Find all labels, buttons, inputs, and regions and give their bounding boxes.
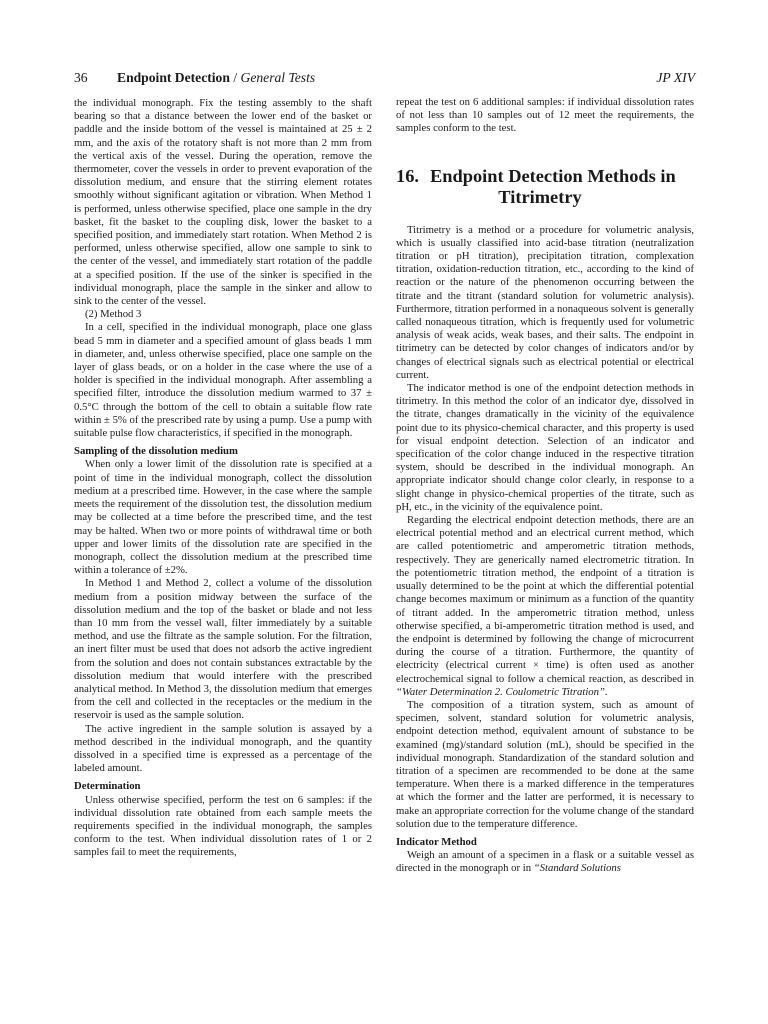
paragraph: Titrimetry is a method or a procedure for volumetric analysis, which is usually classified into acid-base titration (neutralization titration or pH titration), precipitation titration, complexation titration, oxidation-reduction titration, etc., according to the kind of reaction or the nature of the phenomenon occurring between the titrate and the titrant (standard solution for volumetric analysis). Furthermore, titration performed in a nonaqueous solvent is generally called nonaqueous titration, which is frequently used for volumetric analysis of weak acids, weak bases, and their salts. The endpoint in titrimetry can be detected by color changes of indicators and/or by changes of electrical signals such as electrical potential or electrical current. [396, 223, 694, 381]
publication-label: JP XIV [656, 70, 695, 85]
running-title-main: Endpoint Detection [117, 70, 230, 85]
left-column [74, 97, 372, 860]
section-heading: Indicator Method [396, 835, 477, 848]
paragraph: repeat the test on 6 additional samples: if individual dissolution rates of not less than 10 samples out of 12 meet the requirements, the samples conform to the test. [396, 96, 694, 135]
section-heading: Sampling of the dissolution medium [74, 445, 238, 458]
page-header [74, 68, 695, 88]
paragraph: In Method 1 and Method 2, collect a volume of the dissolution medium from a position midway between the surface of the dissolution medium and the top of the basket or blade and not less than 10 mm from the vessel wall, filter immediately by a suitable method, and use the filtrate as the sample solution. For the filtration, an inert filter must be used that does not adsorb the active ingredient from the solution and does not contain substances extractable by the dissolution medium that would interfere with the prescribed analytical method. In Method 3, the dissolution medium that emerges from the cell and collected in the receptacles or the medium in the reservoir is used as the sample solution. [74, 577, 372, 722]
chapter-title-line2: Titrimetry [498, 186, 582, 207]
paragraph: The indicator method is one of the endpoint detection methods in titrimetry. In this method the color of an indicator dye, dissolved in the titrate, changes dramatically in the vicinity of the equivalence point due to its physico-chemical character, and this property is used for visual endpoint detection. Selection of an indicator and specification of the color change induced in the respective titration system, should be described in the individual monograph. An appropriate indicator should change color clearly, in response to a slight change in physico-chemical properties of the titrate, such as pH, etc., in the vicinity of the equivalence point. [396, 382, 694, 513]
paragraph: When only a lower limit of the dissolution rate is specified at a point of time in the individual monograph, collect the dissolution medium at a prescribed time. However, in the case where the sample meets the requirement of the dissolution test, the dissolution medium may be collected at a time before the prescribed time, and the test may be halted. When two or more points of withdrawal time or both upper and lower limits of the dissolution rate are specified in the monograph, collect the dissolution medium at the prescribed time within a tolerance of ±2%. [74, 458, 372, 577]
method-label: (2) Method 3 [85, 308, 142, 321]
page-number: 36 [74, 70, 88, 85]
cross-reference: “Water Determination 2. Coulometric Titration” [396, 685, 605, 698]
paragraph: The composition of a titration system, such as amount of specimen, solvent, standard solution for volumetric analysis, endpoint detection method, equivalent amount of substance to be examined (mg)/standard solution (mL), should be specified in the individual monograph. Standardization of the standard solution and titration of a specimen are recommended to be done at the same temperature. When there is a marked difference in the temperatures at which the former and the latter are performed, it is necessary to make an appropriate correction for the volume change of the standard solution due to the temperature difference. [396, 698, 694, 830]
title-separator: / [233, 70, 238, 85]
paragraph: the individual monograph. Fix the testing assembly to the shaft bearing so that a distance between the lower end of the basket or paddle and the inside bottom of the vessel is maintained at 25 ± 2 mm, and the axis of the rotatory shaft is not more than 2 mm from the vertical axis of the vessel. During the operation, remove the thermometer, cover the vessels in order to prevent evaporation of the dissolution medium, and ensure that the stirring element rotates smoothly without significant agitation or vibration. When Method 1 is performed, unless otherwise specified, place one sample in the dry basket, fit the basket to the coupling disk, lower the basket to a specified position, and immediately start rotation. When Method 2 is performed, unless otherwise specified, allow one sample to sink to the center of the vessel, and immediately start rotation of the paddle at a specified position. If the use of the sinker is specified in the individual monograph, place the sample in the sinker and allow to sink to the center of the vessel. [74, 97, 372, 308]
section-heading: Determination [74, 780, 141, 793]
paragraph-text: . [604, 685, 608, 698]
running-subtitle: General Tests [240, 70, 316, 85]
right-column [396, 96, 694, 876]
paragraph-text: Weigh an amount of a specimen in a flask or a suitable vessel as directed in the monograph or in [396, 849, 694, 875]
cross-reference: “Standard Solutions [533, 862, 621, 875]
chapter-title [396, 166, 694, 208]
chapter-title-line1: Endpoint Detection Methods in [430, 165, 676, 186]
running-title [117, 68, 315, 88]
paragraph [396, 514, 694, 699]
paragraph-text: Regarding the electrical endpoint detection methods, there are an electrical potential method and an electrical current method, which are called potentiometric and amperometric titration methods, respectively. They are generically named electrometric titration. In the potentiometric titration method, the endpoint of a titration is usually determined to be the point at which the differential potential change becomes maximum or minimum as a function of the quantity of titrant added. In the amperometric titration method, unless otherwise specified, a bi-amperometric titration method is used, and the endpoint is determined by following the change of microcurrent during the course of a titration. Furthermore, the quantity of electricity (electrical current × time) is often used as another electrochemical signal to follow a chemical reaction, as described in [396, 514, 694, 685]
paragraph: In a cell, specified in the individual monograph, place one glass bead 5 mm in diameter and a specified amount of glass beads 1 mm in diameter, and, unless otherwise specified, place one sample on the layer of glass beads, or on a holder in the case where the use of a holder is specified in the individual monograph. After assembling a specified filter, introduce the dissolution medium warmed to 37 ± 0.5°C through the bottom of the cell to obtain a suitable flow rate within ± 5% of the prescribed rate by using a pump. Use a pump with suitable pulse flow characteristics, if specified in the monograph. [74, 321, 372, 440]
paragraph: The active ingredient in the sample solution is assayed by a method described in the individual monograph, and the quantity dissolved in a specified time is expressed as a percentage of the labeled amount. [74, 722, 372, 775]
paragraph [396, 849, 694, 875]
chapter-number: 16. [396, 165, 419, 186]
paragraph: Unless otherwise specified, perform the test on 6 samples: if the individual dissolution rate obtained from each sample meets the requirements specified in the individual monograph, the samples conform to the test. When individual dissolution rates of 1 or 2 samples fail to meet the requirements, [74, 793, 372, 859]
